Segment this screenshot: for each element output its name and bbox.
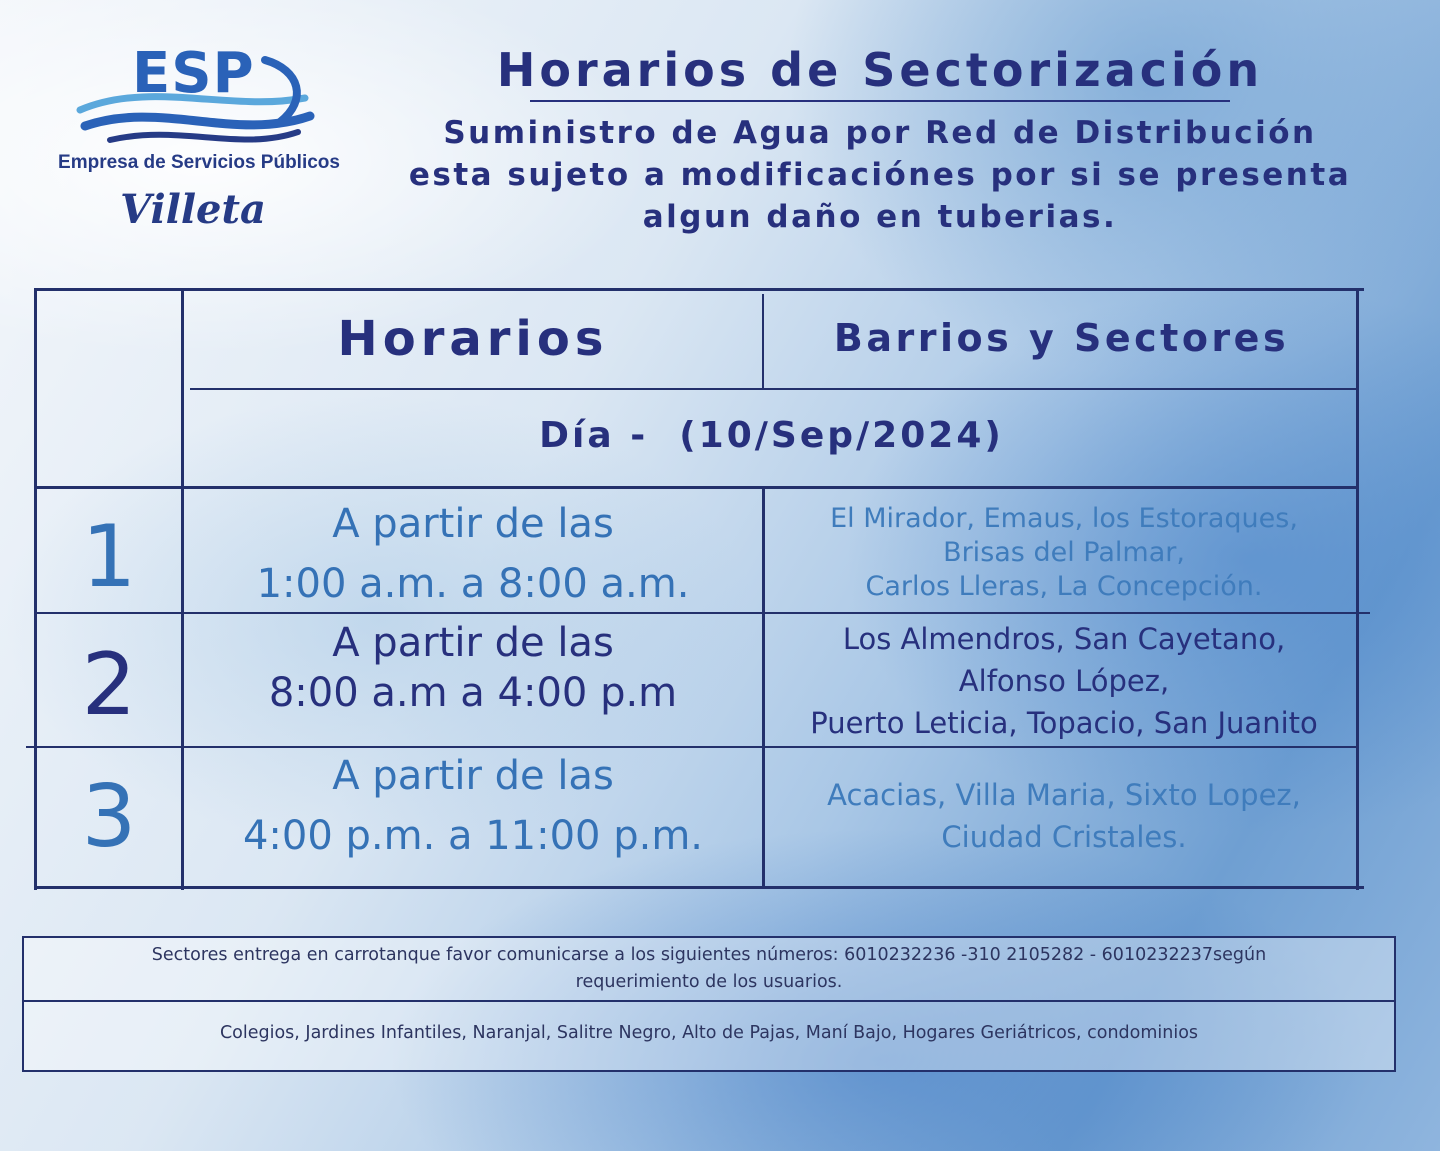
row-2-time [184, 618, 762, 718]
header [380, 42, 1380, 238]
logo-company-name: Empresa de Servicios Públicos [58, 152, 340, 173]
row-3-time-line-2: 4:00 p.m. a 11:00 p.m. [242, 813, 704, 859]
row-1-time [184, 494, 762, 614]
logo-letters: ESP [132, 41, 255, 106]
notes-divider [24, 1000, 1394, 1002]
row-3-sectors [764, 774, 1364, 858]
date-rule [34, 486, 1359, 489]
column-header-sectors: Barrios y Sectores [833, 316, 1290, 360]
row-number-1: 1 [81, 507, 137, 607]
row-3-time [184, 746, 762, 866]
title-underline [530, 100, 1230, 102]
row-1-time-line-1: A partir de las [332, 501, 614, 547]
table-border-bottom [34, 886, 1364, 889]
row-1-sectors [764, 502, 1364, 604]
row-1-time-line-2: 1:00 a.m. a 8:00 a.m. [256, 561, 690, 607]
row-1-sector-line-2: Brisas del Palmar, [943, 537, 1185, 568]
row-2-sector-line-2: Alfonso López, [958, 664, 1170, 698]
notes-box [22, 936, 1396, 1072]
column-header-time: Horarios [337, 311, 609, 367]
note-special-sectors: Colegios, Jardines Infantiles, Naranjal, Salitre Negro, Alto de Pajas, Maní Bajo, Hogares Geriátricos, condominios [219, 1023, 1199, 1043]
row-3-sector-line-1: Acacias, Villa Maria, Sixto Lopez, [827, 778, 1301, 812]
row-2-sector-line-3: Puerto Leticia, Topacio, San Juanito [810, 706, 1318, 740]
table-border-top [34, 288, 1364, 291]
row-number-2: 2 [81, 635, 137, 735]
logo-town-name: Villeta [120, 186, 266, 233]
row-3-time-line-1: A partir de las [332, 753, 614, 799]
row-number-3: 3 [81, 767, 137, 867]
subtitle-line-2: esta sujeto a modificaciónes por si se presenta [408, 157, 1352, 193]
page-title: Horarios de Sectorización [496, 43, 1264, 97]
row-2-sector-line-1: Los Almendros, San Cayetano, [842, 622, 1286, 656]
note-carrotanque: Sectores entrega en carrotanque favor comunicarse a los siguientes números: 6010232236 -310 2105282 - 6010232237según requerimiento de los usuarios. [151, 945, 1267, 992]
row-2-sectors [764, 618, 1364, 744]
esp-logo [40, 40, 360, 240]
subtitle-line-3: algun daño en tuberias. [642, 199, 1118, 235]
schedule-table [34, 288, 1364, 890]
subtitle-line-1: Suministro de Agua por Red de Distribución [443, 115, 1317, 151]
row-2-time-line-2: 8:00 a.m a 4:00 p.m [268, 670, 678, 716]
schedule-date: Día - (10/Sep/2024) [539, 415, 1004, 456]
header-rule [190, 388, 1356, 390]
row-1-sector-line-3: Carlos Lleras, La Concepción. [865, 571, 1263, 602]
row-3-sector-line-2: Ciudad Cristales. [941, 820, 1187, 854]
row-2-time-line-1: A partir de las [332, 620, 614, 666]
row-1-sector-line-1: El Mirador, Emaus, los Estoraques, [830, 503, 1298, 534]
